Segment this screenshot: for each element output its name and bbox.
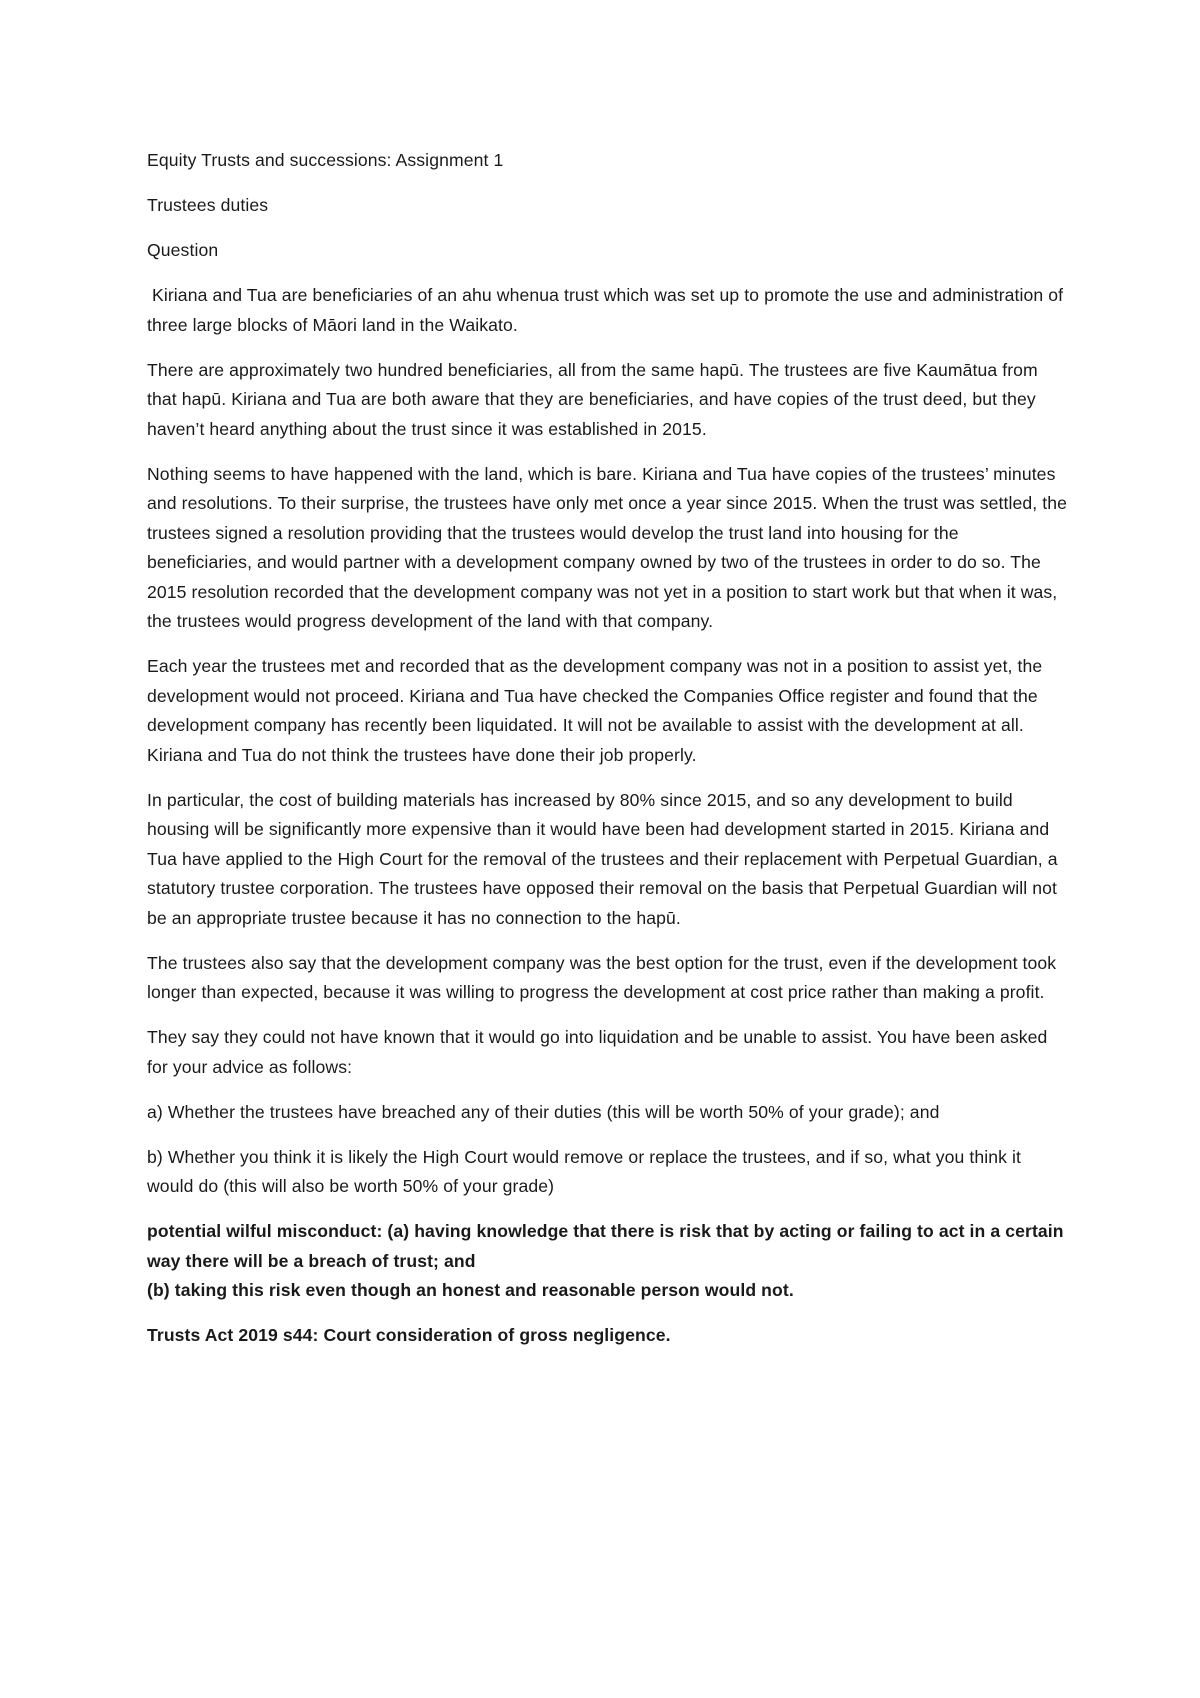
paragraph: The trustees also say that the development company was the best option for the trust, even if the development took longer than expected, because it was willing to progress the development at cost price rather than making a profit. xyxy=(147,952,1057,1002)
wilful-misconduct-line-1: potential wilful misconduct: (a) having knowledge that there is risk that by acting or failing to act in a certain way there will be a breach of trust; and xyxy=(147,1221,1064,1271)
document-title: Equity Trusts and successions: Assignment 1 xyxy=(147,150,504,170)
document-subtitle: Trustees duties xyxy=(147,195,269,215)
question-heading: Question xyxy=(147,240,219,260)
paragraph: They say they could not have known that it would go into liquidation and be unable to assist. You have been asked for your advice as follows: xyxy=(147,1027,1048,1077)
document-body xyxy=(147,146,1067,1366)
paragraph: Nothing seems to have happened with the land, which is bare. Kiriana and Tua have copies of the trustees’ minutes and resolutions. To their surprise, the trustees have only met once a year since 2015. When the trust was settled, the trustees signed a resolution providing that the trustees would develop the trust land into housing for the beneficiaries, and would partner with a development company owned by two of the trustees in order to do so. The 2015 resolution recorded that the development company was not yet in a position to start work but that when it was, the trustees would progress development of the land with that company. xyxy=(147,463,1067,631)
question-part-b: b) Whether you think it is likely the High Court would remove or replace the trustees, and if so, what you think it would do (this will also be worth 50% of your grade) xyxy=(147,1146,1021,1196)
question-part-a: a) Whether the trustees have breached any of their duties (this will be worth 50% of your grade); and xyxy=(147,1101,940,1122)
wilful-misconduct-line-2: (b) taking this risk even though an honest and reasonable person would not. xyxy=(147,1280,794,1300)
paragraph: Kiriana and Tua are beneficiaries of an ahu whenua trust which was set up to promote the use and administration of three large blocks of Māori land in the Waikato. xyxy=(147,285,1069,335)
paragraph: There are approximately two hundred beneficiaries, all from the same hapū. The trustees are five Kaumātua from that hapū. Kiriana and Tua are both aware that they are beneficiaries, and have copies of the trust deed, but they haven’t heard anything about the trust since it was established in 2015. xyxy=(147,359,1038,439)
paragraph: Each year the trustees met and recorded that as the development company was not in a position to assist yet, the development would not proceed. Kiriana and Tua have checked the Companies Office register and found that the development company has recently been liquidated. It will not be available to assist with the development at all. Kiriana and Tua do not think the trustees have done their job properly. xyxy=(147,656,1043,765)
trusts-act-note: Trusts Act 2019 s44: Court consideration of gross negligence. xyxy=(147,1325,671,1345)
wilful-misconduct-note xyxy=(147,1217,1067,1306)
paragraph: In particular, the cost of building materials has increased by 80% since 2015, and so any development to build housing will be significantly more expensive than it would have been had development started in 2015. Kiriana and Tua have applied to the High Court for the removal of the trustees and their replacement with Perpetual Guardian, a statutory trustee corporation. The trustees have opposed their removal on the basis that Perpetual Guardian will not be an appropriate trustee because it has no connection to the hapū. xyxy=(147,789,1058,928)
